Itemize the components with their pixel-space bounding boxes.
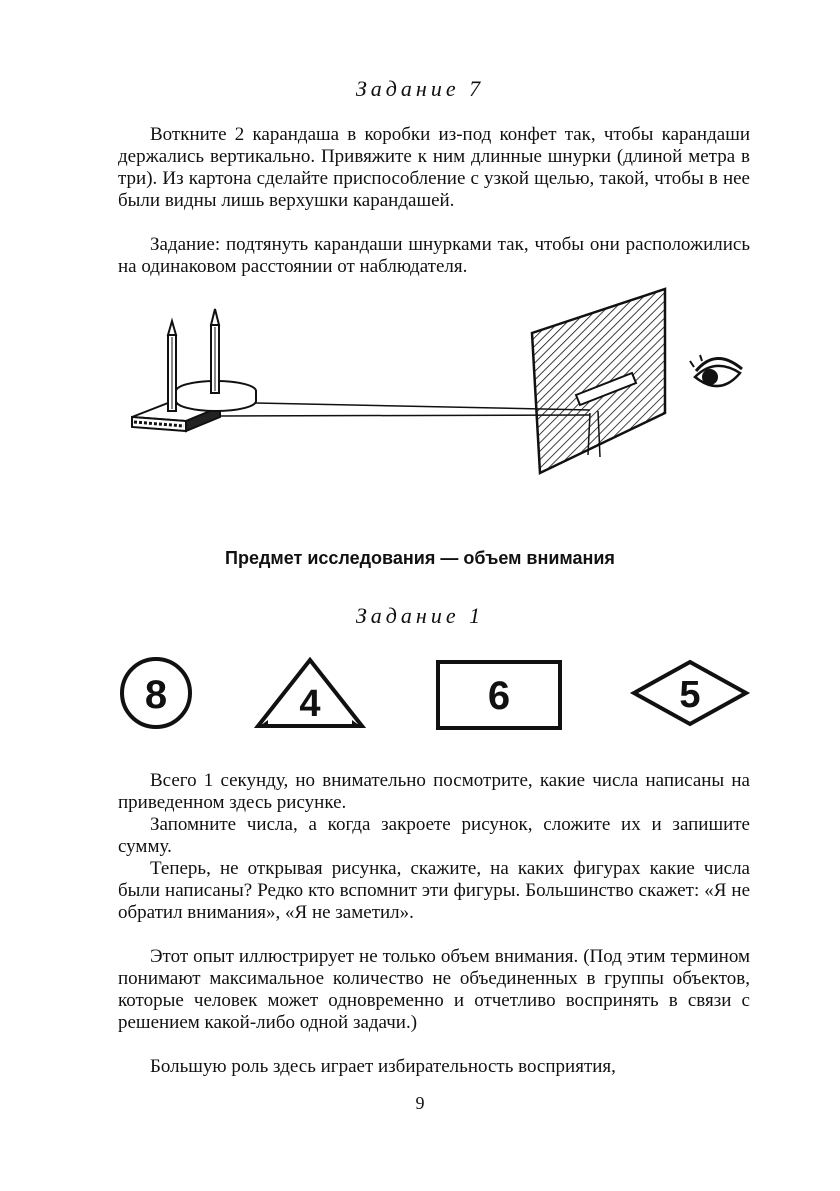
task1-paragraph-2: Запомните числа, а когда закроете рисунок, сложите их и запишите сумму. bbox=[118, 814, 750, 857]
task7-paragraph-1: Воткните 2 карандаша в коробки из-под конфет так, чтобы карандаши держались вертикально. Привяжите к ним длинные шнурки (длиной метра в три). Из картона сделайте приспособление с узкой щелью, такой, чтобы в нее были видны лишь верхушки карандашей. bbox=[118, 124, 750, 211]
page-number: 9 bbox=[415, 1093, 425, 1113]
figure-number-5: 5 bbox=[679, 674, 701, 716]
figure-number-8: 8 bbox=[144, 673, 168, 717]
section-title: Предмет исследования — объем внимания bbox=[225, 548, 615, 568]
task1-paragraph-3: Теперь, не открывая рисунка, скажите, на каких фигурах какие числа были написаны? Редко кто вспомнит эти фигуры. Большинство скажет: «Я не обратил внимания», «Я не заметил». bbox=[118, 858, 750, 923]
figure-number-6: 6 bbox=[487, 674, 511, 718]
task7-paragraph-2: Задание: подтянуть карандаши шнурками так, чтобы они расположились на одинаковом расстоянии от наблюдателя. bbox=[118, 234, 750, 277]
slotted-card bbox=[532, 289, 665, 473]
circle-figure bbox=[122, 659, 190, 727]
figures-row bbox=[110, 650, 760, 740]
pencil-left bbox=[168, 321, 176, 411]
task1-paragraph-1: Всего 1 секунду, но внимательно посмотрите, какие числа написаны на приведенном здесь рисунке. bbox=[118, 770, 750, 813]
task7-title: Задание 7 bbox=[355, 76, 485, 101]
task1-paragraph-5: Большую роль здесь играет избирательность восприятия, bbox=[150, 1056, 616, 1077]
eye-icon bbox=[690, 355, 742, 386]
rectangle-figure bbox=[438, 662, 560, 728]
figure-number-4: 4 bbox=[299, 683, 321, 725]
triangle-figure bbox=[258, 660, 362, 726]
task1-title: Задание 1 bbox=[355, 603, 485, 628]
string-2 bbox=[220, 415, 590, 416]
diamond-figure bbox=[634, 662, 746, 724]
pencil-right bbox=[211, 309, 219, 393]
pencils-experiment-illustration bbox=[120, 285, 760, 485]
task1-paragraph-4: Этот опыт иллюстрирует не только объем внимания. (Под этим термином понимают максимальное количество не объединенных в группы объектов, которые человек может одновременно и отчетливо воспринять в связи с решением какой-либо одной задачи.) bbox=[118, 946, 750, 1033]
